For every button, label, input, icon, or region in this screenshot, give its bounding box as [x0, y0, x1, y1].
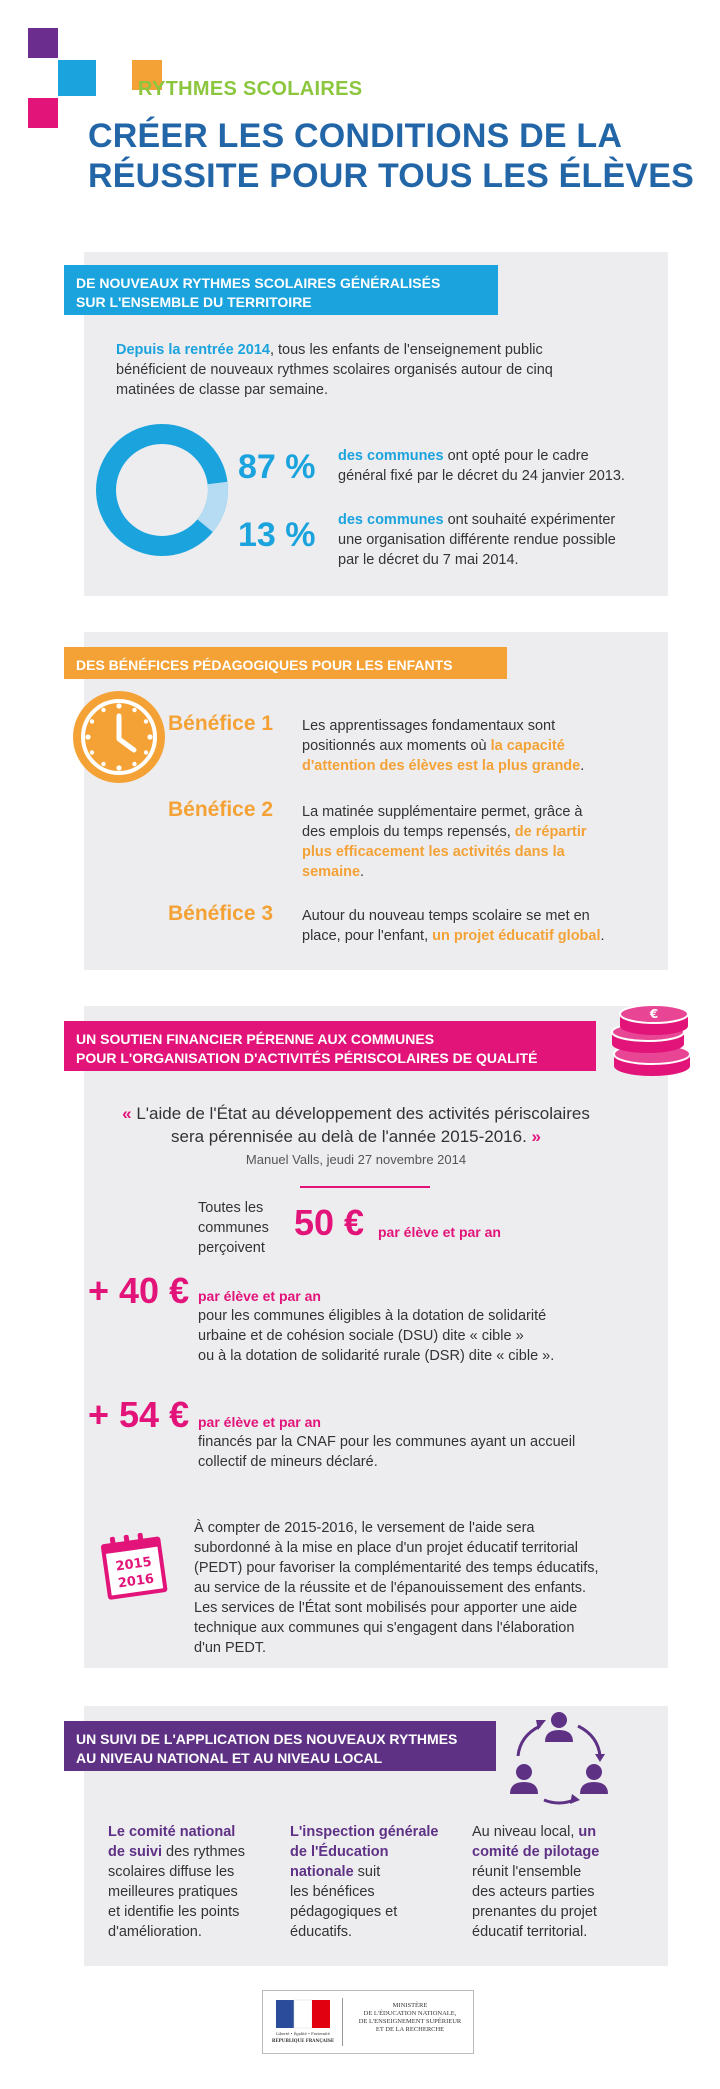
col-niveau-local: Au niveau local, un comité de pilotage réunit l'ensemble des acteurs parties prenantes du projet éducatif territorial.: [472, 1824, 600, 1940]
donut-slice-13: [205, 483, 218, 526]
svg-text:2016: 2016: [117, 1571, 155, 1592]
donut-slice-87: [106, 434, 218, 546]
extra-aid-40-text: pour les communes éligibles à la dotation de solidarité urbaine et de cohésion sociale (DSU) dite « cible » ou à la dotation de solidarité rurale (DSR) dite « cible ».: [198, 1308, 555, 1364]
svg-text:2015: 2015: [114, 1554, 153, 1575]
french-flag-icon: [270, 1998, 336, 2046]
svg-text:Liberté • Égalité • Fraternité: Liberté • Égalité • Fraternité: [276, 2032, 330, 2036]
extra-aid-40-unit: par élève et par an: [198, 1288, 321, 1304]
footer-divider: [342, 1998, 343, 2046]
pink-divider: [300, 1186, 430, 1188]
section-benefices-banner: DES BÉNÉFICES PÉDAGOGIQUES POUR LES ENFANTS: [64, 647, 507, 679]
base-aid-amount: 50 €: [294, 1202, 365, 1243]
stat-13-text: des communes ont souhaité expérimenter une organisation différente rendue possible par le décret du 7 mai 2014.: [338, 512, 616, 568]
calendar-icon: [96, 1530, 174, 1604]
svg-text:€: €: [649, 1007, 659, 1021]
col-comite-national: Le comité national de suivi des rythmes scolaires diffuse les meilleures pratiques et identifie les points d'amélioration.: [108, 1824, 245, 1940]
benefit-2-text: La matinée supplémentaire permet, grâce à des emplois du temps repensés, de répartir plus efficacement les activités dans la semaine.: [302, 804, 587, 880]
benefit-1-label: Bénéfice 1: [168, 712, 274, 735]
intro-text: Depuis la rentrée 2014, tous les enfants de l'enseignement public bénéficient de nouveaux rythmes scolaires organisés autour de cinq matinées de classe par semaine.: [116, 342, 553, 398]
base-aid-label: Toutes les communes perçoivent: [198, 1200, 269, 1256]
extra-aid-54-unit: par élève et par an: [198, 1414, 321, 1430]
stat-13-value: 13 %: [238, 516, 316, 554]
benefit-3-label: Bénéfice 3: [168, 902, 274, 925]
svg-text:RÉPUBLIQUE FRANÇAISE: RÉPUBLIQUE FRANÇAISE: [271, 2038, 335, 2043]
base-aid-unit: par élève et par an: [378, 1224, 501, 1240]
stat-87-text: des communes ont opté pour le cadre général fixé par le décret du 24 janvier 2013.: [338, 448, 625, 484]
clock-icon: [70, 688, 168, 786]
pedt-text: À compter de 2015-2016, le versement de l'aide sera subordonné à la mise en place d'un projet éducatif territorial (PEDT) pour favoriser la complémentarité des temps éducatifs, au service de la réussite et de l'épanouissement des enfants. Les services de l'État sont mobilisés pour apporter une aide technique aux communes qui s'engagent dans l'élaboration d'un PEDT.: [194, 1520, 599, 1656]
donut-chart-icon: [92, 420, 232, 560]
decor-square-pink: [28, 98, 58, 128]
page-title: CRÉER LES CONDITIONS DE LA RÉUSSITE POUR TOUS LES ÉLÈVES: [88, 117, 694, 195]
benefit-3-text: Autour du nouveau temps scolaire se met en place, pour l'enfant, un projet éducatif global.: [302, 908, 605, 944]
extra-aid-40-amount: + 40 €: [88, 1270, 190, 1311]
extra-aid-54-amount: + 54 €: [88, 1394, 190, 1435]
coins-icon: [606, 1002, 694, 1082]
benefit-2-label: Bénéfice 2: [168, 798, 274, 821]
col-inspection-generale: L'inspection générale de l'Éducation nationale suit les bénéfices pédagogiques et éducatifs.: [290, 1824, 439, 1940]
ministry-name: MINISTÈRE DE L'ÉDUCATION NATIONALE, DE L'ENSEIGNEMENT SUPÉRIEUR ET DE LA RECHERCHE: [358, 2002, 462, 2033]
stat-87-value: 87 %: [238, 448, 316, 486]
quote-author: Manuel Valls, jeudi 27 novembre 2014: [245, 1152, 467, 1167]
page-subtitle: RYTHMES SCOLAIRES: [138, 78, 363, 100]
section-soutien-banner: UN SOUTIEN FINANCIER PÉRENNE AUX COMMUNES POUR L'ORGANISATION D'ACTIVITÉS PÉRISCOLAIRES DE QUALITÉ: [64, 1021, 596, 1071]
decor-square-purple: [28, 28, 58, 58]
decor-square-blue: [58, 60, 96, 96]
section-suivi-banner: UN SUIVI DE L'APPLICATION DES NOUVEAUX RYTHMES AU NIVEAU NATIONAL ET AU NIVEAU LOCAL: [64, 1721, 496, 1771]
people-cycle-icon: [506, 1708, 612, 1808]
valls-quote: « L'aide de l'État au développement des activités périscolaires sera pérennisée au delà de l'année 2015-2016. »: [122, 1104, 590, 1146]
benefit-1-text: Les apprentissages fondamentaux sont positionnés aux moments où la capacité d'attention des élèves est la plus grande.: [302, 718, 585, 774]
section-rythmes-banner: DE NOUVEAUX RYTHMES SCOLAIRES GÉNÉRALISÉS SUR L'ENSEMBLE DU TERRITOIRE: [64, 265, 498, 315]
extra-aid-54-text: financés par la CNAF pour les communes ayant un accueil collectif de mineurs déclaré.: [198, 1434, 576, 1470]
